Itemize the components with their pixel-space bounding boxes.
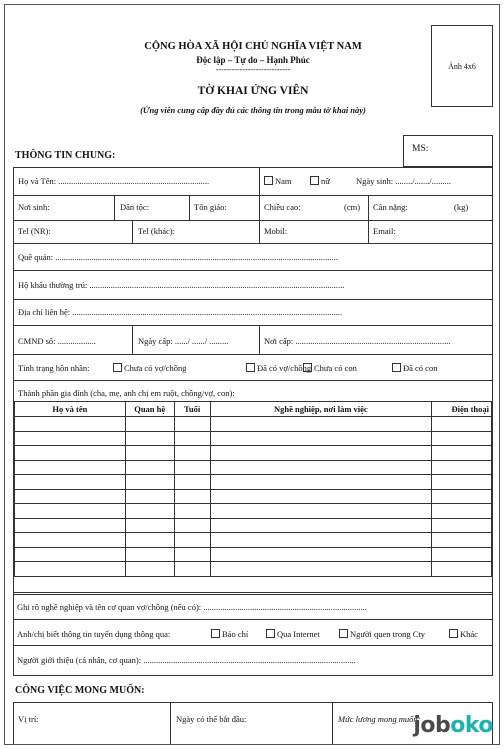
issue-date-field[interactable]: Ngày cấp: ....../ ....../ ......... — [138, 336, 229, 346]
family-cell[interactable] — [174, 533, 210, 548]
mobile-field[interactable]: Mobil: — [264, 226, 288, 236]
height-unit: (cm) — [344, 202, 361, 212]
brand-logo-part-1: job — [413, 713, 451, 738]
family-cell[interactable] — [210, 417, 431, 432]
family-cell[interactable] — [174, 504, 210, 519]
source-label: Anh/chị biết thông tin tuyển dụng thông qua: — [17, 629, 171, 639]
family-cell[interactable] — [15, 533, 126, 548]
checkbox-icon — [113, 363, 122, 372]
family-cell[interactable] — [174, 547, 210, 562]
source-option-press[interactable] — [211, 629, 248, 639]
checkbox-icon — [266, 629, 275, 638]
family-row — [15, 489, 492, 504]
family-cell[interactable] — [174, 475, 210, 490]
religion-field[interactable]: Tôn giáo: — [194, 202, 227, 212]
id-number-field[interactable]: CMND số: .................. — [18, 336, 96, 346]
family-cell[interactable] — [210, 460, 431, 475]
source-option-label: Báo chí — [222, 629, 249, 639]
family-row — [15, 533, 492, 548]
email-field[interactable]: Email: — [373, 226, 396, 236]
ethnicity-field[interactable]: Dân tộc: — [120, 202, 150, 212]
family-cell[interactable] — [125, 504, 174, 519]
national-title: CỘNG HÒA XÃ HỘI CHỦ NGHĨA VIỆT NAM — [144, 41, 362, 52]
issue-place-field[interactable]: Nơi cấp: ......................................................................... — [264, 336, 451, 346]
contact-address-field[interactable]: Địa chỉ liên hệ: ............................................................................................................................... — [18, 307, 343, 317]
family-cell[interactable] — [125, 475, 174, 490]
position-field[interactable]: Vị trí: — [18, 714, 39, 724]
source-option-other[interactable] — [449, 629, 478, 639]
checkbox-icon — [264, 176, 273, 185]
checkbox-icon — [310, 176, 319, 185]
family-cell[interactable] — [210, 431, 431, 446]
source-option-label: Người quen trong Cty — [350, 629, 425, 639]
source-option-label: Qua Internet — [277, 629, 320, 639]
checkbox-icon — [211, 629, 220, 638]
family-cell[interactable] — [174, 518, 210, 533]
tel-home-field[interactable]: Tel (NR): — [18, 226, 51, 236]
family-row — [15, 431, 492, 446]
family-cell[interactable] — [125, 533, 174, 548]
marital-label: Tình trạng hôn nhân: — [18, 363, 90, 373]
family-cell[interactable] — [15, 489, 126, 504]
marital-option-married[interactable] — [246, 363, 311, 373]
source-option-label: Khác — [460, 629, 478, 639]
family-cell[interactable] — [15, 504, 126, 519]
family-cell[interactable] — [432, 460, 492, 475]
family-col-job: Nghề nghiệp, nơi làm việc — [210, 402, 431, 417]
family-cell[interactable] — [174, 446, 210, 461]
birthplace-field[interactable]: Nơi sinh: — [18, 202, 50, 212]
checkbox-icon — [339, 629, 348, 638]
household-field[interactable]: Hộ khẩu thường trú: ........................................................................................................................ — [18, 280, 345, 290]
weight-field[interactable]: Cân nặng: — [373, 202, 408, 212]
section-general-title: THÔNG TIN CHUNG: — [15, 150, 116, 161]
family-col-age: Tuổi — [174, 402, 210, 417]
family-row — [15, 518, 492, 533]
family-cell[interactable] — [432, 489, 492, 504]
family-cell[interactable] — [432, 475, 492, 490]
motto: Độc lập – Tự do – Hạnh Phúc — [196, 55, 310, 65]
form-instruction: (Ứng viên cung cấp đầy đủ các thông tin trong mẫu tờ khai này) — [140, 105, 366, 115]
ms-field[interactable]: MS: — [403, 135, 493, 167]
family-cell[interactable] — [15, 547, 126, 562]
gender-male-option[interactable] — [264, 176, 292, 186]
family-row — [15, 504, 492, 519]
spouse-note-field[interactable]: Ghi rõ nghề nghiệp và tên cơ quan vợ/chồng (nếu có): ............................................................................. — [17, 602, 367, 612]
referrer-field[interactable]: Người giới thiệu (cá nhân, cơ quan): .................................................................................................... — [17, 655, 356, 665]
source-option-acquaintance[interactable] — [339, 629, 425, 639]
family-row — [15, 446, 492, 461]
family-cell[interactable] — [432, 533, 492, 548]
hometown-field[interactable]: Quê quán: ..................................................................................................................................... — [18, 252, 338, 262]
family-cell[interactable] — [210, 489, 431, 504]
family-cell[interactable] — [125, 518, 174, 533]
family-cell[interactable] — [210, 446, 431, 461]
family-row — [15, 475, 492, 490]
tel-other-field[interactable]: Tel (khác): — [138, 226, 175, 236]
family-col-relation: Quan hệ — [125, 402, 174, 417]
marital-option-label: Đã có vợ/chồng — [257, 363, 312, 373]
application-form — [4, 4, 500, 745]
family-cell[interactable] — [15, 475, 126, 490]
family-cell[interactable] — [15, 417, 126, 432]
family-row — [15, 417, 492, 432]
marital-option-label: Chưa có vợ/chồng — [124, 363, 187, 373]
family-cell[interactable] — [15, 446, 126, 461]
family-cell[interactable] — [432, 547, 492, 562]
brand-logo-part-2: oko — [450, 713, 493, 738]
marital-option-children[interactable] — [392, 363, 437, 373]
family-cell[interactable] — [125, 562, 174, 577]
dob-field[interactable]: Ngày sinh: ......../......./......... — [356, 176, 451, 186]
family-table-body — [15, 417, 492, 577]
family-cell[interactable] — [15, 431, 126, 446]
family-col-phone: Điện thoại — [432, 402, 492, 417]
family-cell[interactable] — [15, 562, 126, 577]
checkbox-icon — [246, 363, 255, 372]
family-cell[interactable] — [125, 489, 174, 504]
weight-unit: (kg) — [454, 202, 469, 212]
family-caption: Thành phần gia đình (cha, mẹ, anh chị em ruột, chồng/vợ, con): — [18, 388, 235, 398]
family-cell[interactable] — [15, 460, 126, 475]
family-cell[interactable] — [432, 518, 492, 533]
motto-rule: ---------------------------- — [215, 65, 291, 74]
family-cell[interactable] — [125, 460, 174, 475]
family-cell[interactable] — [125, 547, 174, 562]
family-cell[interactable] — [432, 431, 492, 446]
gender-female-option[interactable] — [310, 176, 330, 186]
family-cell[interactable] — [125, 446, 174, 461]
form-title: TỜ KHAI ỨNG VIÊN — [197, 85, 309, 97]
family-cell[interactable] — [210, 547, 431, 562]
section-desired-job-title: CÔNG VIỆC MONG MUỐN: — [15, 685, 145, 696]
family-cell[interactable] — [174, 562, 210, 577]
salary-field[interactable]: Mức lương mong muốn: — [338, 714, 421, 724]
checkbox-icon — [392, 363, 401, 372]
family-cell[interactable] — [210, 504, 431, 519]
marital-option-label: Đã có con — [403, 363, 438, 373]
family-col-name: Họ và tên — [15, 402, 126, 417]
family-cell[interactable] — [210, 518, 431, 533]
start-date-field[interactable]: Ngày có thể bắt đầu: — [176, 714, 247, 724]
family-cell[interactable] — [210, 562, 431, 577]
full-name-field[interactable]: Họ và Tên: ....................................................................... — [18, 176, 210, 186]
family-cell[interactable] — [432, 417, 492, 432]
photo-label: Ảnh 4x6 — [448, 61, 476, 71]
brand-logo — [413, 713, 493, 738]
family-cell[interactable] — [432, 504, 492, 519]
gender-male-label: Nam — [275, 176, 292, 186]
family-cell[interactable] — [432, 446, 492, 461]
family-cell[interactable] — [125, 417, 174, 432]
family-row — [15, 562, 492, 577]
family-table — [14, 401, 492, 577]
photo-box[interactable] — [431, 25, 493, 107]
extra-info-box — [13, 595, 493, 675]
family-cell[interactable] — [15, 518, 126, 533]
marital-option-label: Chưa có con — [314, 363, 357, 373]
family-row — [15, 547, 492, 562]
checkbox-icon — [303, 363, 312, 372]
family-cell[interactable] — [125, 431, 174, 446]
checkbox-icon — [449, 629, 458, 638]
marital-option-single[interactable] — [113, 363, 186, 373]
family-cell[interactable] — [174, 489, 210, 504]
family-cell[interactable] — [210, 475, 431, 490]
source-option-internet[interactable] — [266, 629, 320, 639]
family-cell[interactable] — [174, 431, 210, 446]
family-cell[interactable] — [210, 533, 431, 548]
family-cell[interactable] — [432, 562, 492, 577]
family-row — [15, 460, 492, 475]
marital-option-no-children[interactable] — [303, 363, 357, 373]
family-cell[interactable] — [174, 460, 210, 475]
gender-female-label: nữ — [321, 176, 330, 186]
height-field[interactable]: Chiều cao: — [264, 202, 301, 212]
family-cell[interactable] — [174, 417, 210, 432]
